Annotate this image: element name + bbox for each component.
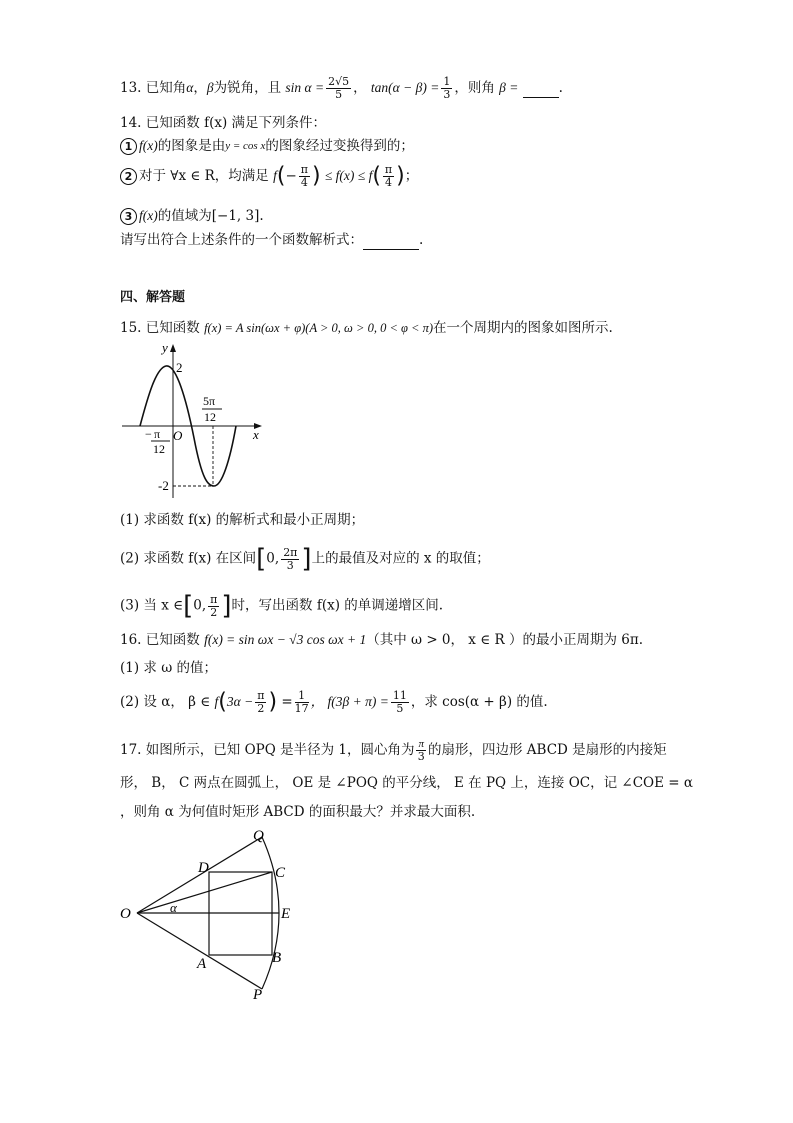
q14-condition-3: 3 f(x)的值域为[−1, 3]. [120, 207, 264, 225]
fraction: $\frac{\pi}{4}$ [300, 163, 308, 189]
point-O-label: O [120, 906, 131, 922]
y-axis-label: y [162, 340, 168, 355]
point-P-label: P [253, 987, 263, 1003]
x-axis-label: x [253, 427, 259, 442]
fraction: $\frac{\pi}{3}$ [417, 738, 425, 763]
point-A-label: A [197, 956, 207, 972]
sine-graph [118, 340, 268, 500]
q14-condition-2: 2 对于 ∀x ∈ R，均满足 f(− $\frac{\pi}{4}$ ) ≤ f(x) ≤ f( $\frac{\pi}{4}$ )； [120, 164, 418, 189]
point-B-label: B [272, 950, 282, 966]
circled-number: 3 [120, 208, 137, 225]
fraction: $\frac{\pi}{2}$ [210, 592, 218, 619]
tick-den: 12 [204, 410, 216, 424]
fraction: $\frac{1}{17}$ [294, 689, 309, 715]
question-17-line-1: 17. 如图所示，已知 OPQ 是半径为 1，圆心角为 $\frac{\pi}{3}$ 的扇形，四边形 ABCD 是扇形的内接矩 [120, 738, 667, 763]
fraction: $\frac{2\pi}{3}$ [283, 545, 298, 572]
question-17-line-3: ，则角 α 为何值时矩形 ABCD 的面积最大？并求最大面积. [120, 804, 476, 820]
q14-ask: 请写出符合上述条件的一个函数解析式： . [120, 232, 424, 248]
fraction: $\frac{\pi}{2}$ [257, 689, 265, 715]
angle-alpha-label: α [170, 900, 177, 915]
section-title: 四、解答题 [120, 290, 186, 305]
circled-number: 1 [120, 138, 137, 155]
point-E-label: E [281, 906, 291, 922]
point-Q-label: Q [253, 828, 264, 844]
q16-part-1: (1) 求 ω 的值； [120, 660, 218, 676]
point-D-label: D [198, 860, 209, 876]
tick-sign: − [145, 427, 152, 441]
max-label: 2 [176, 360, 183, 375]
question-14-intro: 14. 已知函数 f(x) 满足下列条件： [120, 115, 327, 131]
question-13: 13. 已知角α，β为锐角，且 sin α = $\frac{2√5}{5}$ ， tan(α − β) = $\frac{1}{3}$ ，则角 β = . [120, 75, 563, 101]
point-C-label: C [275, 865, 286, 881]
q16-part-2: (2) 设 α， β ∈ f(3α − $\frac{\pi}{2}$ ) = $\frac{1}{17}$ ， f(3β + π) = $\frac{11}{5}$ ，求 cos(α + β) 的值. [120, 689, 548, 715]
q14-condition-1: 1 f(x)的图象是由$^{y = cos x}$的图象经过变换得到的； [120, 137, 414, 155]
sector-figure [115, 822, 305, 1007]
min-label: -2 [158, 478, 169, 493]
answer-blank[interactable] [363, 231, 419, 250]
tick-den: 12 [153, 442, 165, 456]
fraction: $\frac{\pi}{4}$ [384, 163, 393, 189]
fraction: $\frac{1}{3}$ [443, 75, 451, 101]
q15-part-1: (1) 求函数 f(x) 的解析式和最小正周期； [120, 512, 365, 528]
fraction: $\frac{2√5}{5}$ [328, 75, 350, 101]
q15-part-2: (2) 求函数 f(x) 在区间[0, $\frac{2\pi}{3}$ ]上的最值及对应的 x 的取值； [120, 544, 490, 574]
question-17-line-2: 形， B， C 两点在圆弧上， OE 是 ∠POQ 的平分线， E 在 PQ 上，连接 OC，记 ∠COE = α [120, 775, 693, 791]
origin-label: O [173, 428, 183, 443]
answer-blank[interactable] [523, 79, 559, 98]
tick-num: π [154, 427, 161, 441]
fraction: $\frac{11}{5}$ [392, 689, 407, 715]
tick-num: 5π [203, 394, 216, 408]
q15-part-3: (3) 当 x ∈[0, $\frac{\pi}{2}$ ]时，写出函数 f(x) 的单调递增区间. [120, 591, 444, 621]
question-15: 15. 已知函数 f(x) = A sin(ωx + φ)(A > 0, ω > 0, 0 < φ < π)在一个周期内的图象如图所示. [120, 320, 613, 336]
circled-number: 2 [120, 168, 137, 185]
question-16: 16. 已知函数 f(x) = sin ωx − √3 cos ωx + 1（其中 ω > 0， x ∈ R ）的最小正周期为 6π. [120, 632, 643, 648]
